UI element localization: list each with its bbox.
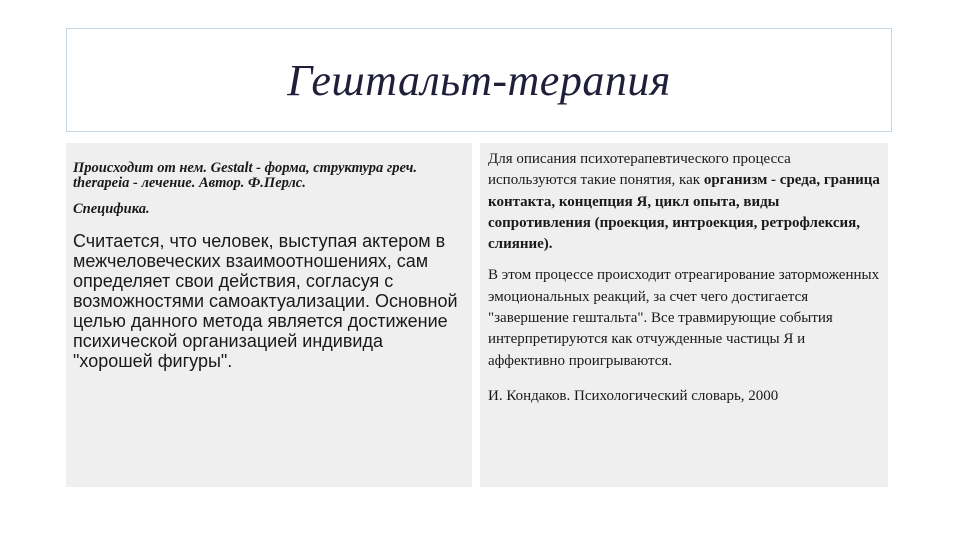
right-panel <box>480 143 888 487</box>
concepts-intro: Для описания психотерапевтического процесса используются такие понятия, как <box>488 151 791 189</box>
specifics-label: Специфика. <box>73 201 150 217</box>
process-paragraph: В этом процессе происходит отреагирование заторможенных эмоциональных реакций, за счет чего достигается "завершение гештальта". Все травмирующие события интерпретируются как отчужденные частицы Я и аффективно проигрываются. <box>488 267 880 369</box>
left-panel <box>66 143 472 487</box>
origin-text: Происходит от нем. Gestalt - форма, структура греч. therapeia - лечение. Автор. Ф.Перлс. <box>73 160 417 191</box>
source-citation: И. Кондаков. Психологический словарь, 2000 <box>488 387 779 404</box>
left-body-text: Считается, что человек, выступая актером в межчеловеческих взаимоотношениях, сам определяет свои действия, согласуя с возможностями самоактуализации. Основной целью данного метода является достижение психической организацией индивида "хорошей фигуры". <box>73 231 458 371</box>
title-box <box>66 28 892 132</box>
concepts-terms: организм - среда, граница контакта, концепция Я, цикл опыта, виды сопротивления (проекция, интроекция, ретрофлексия, слияние). <box>488 172 880 253</box>
concepts-paragraph <box>488 149 880 255</box>
page-title: Гештальт-терапия <box>287 55 671 105</box>
